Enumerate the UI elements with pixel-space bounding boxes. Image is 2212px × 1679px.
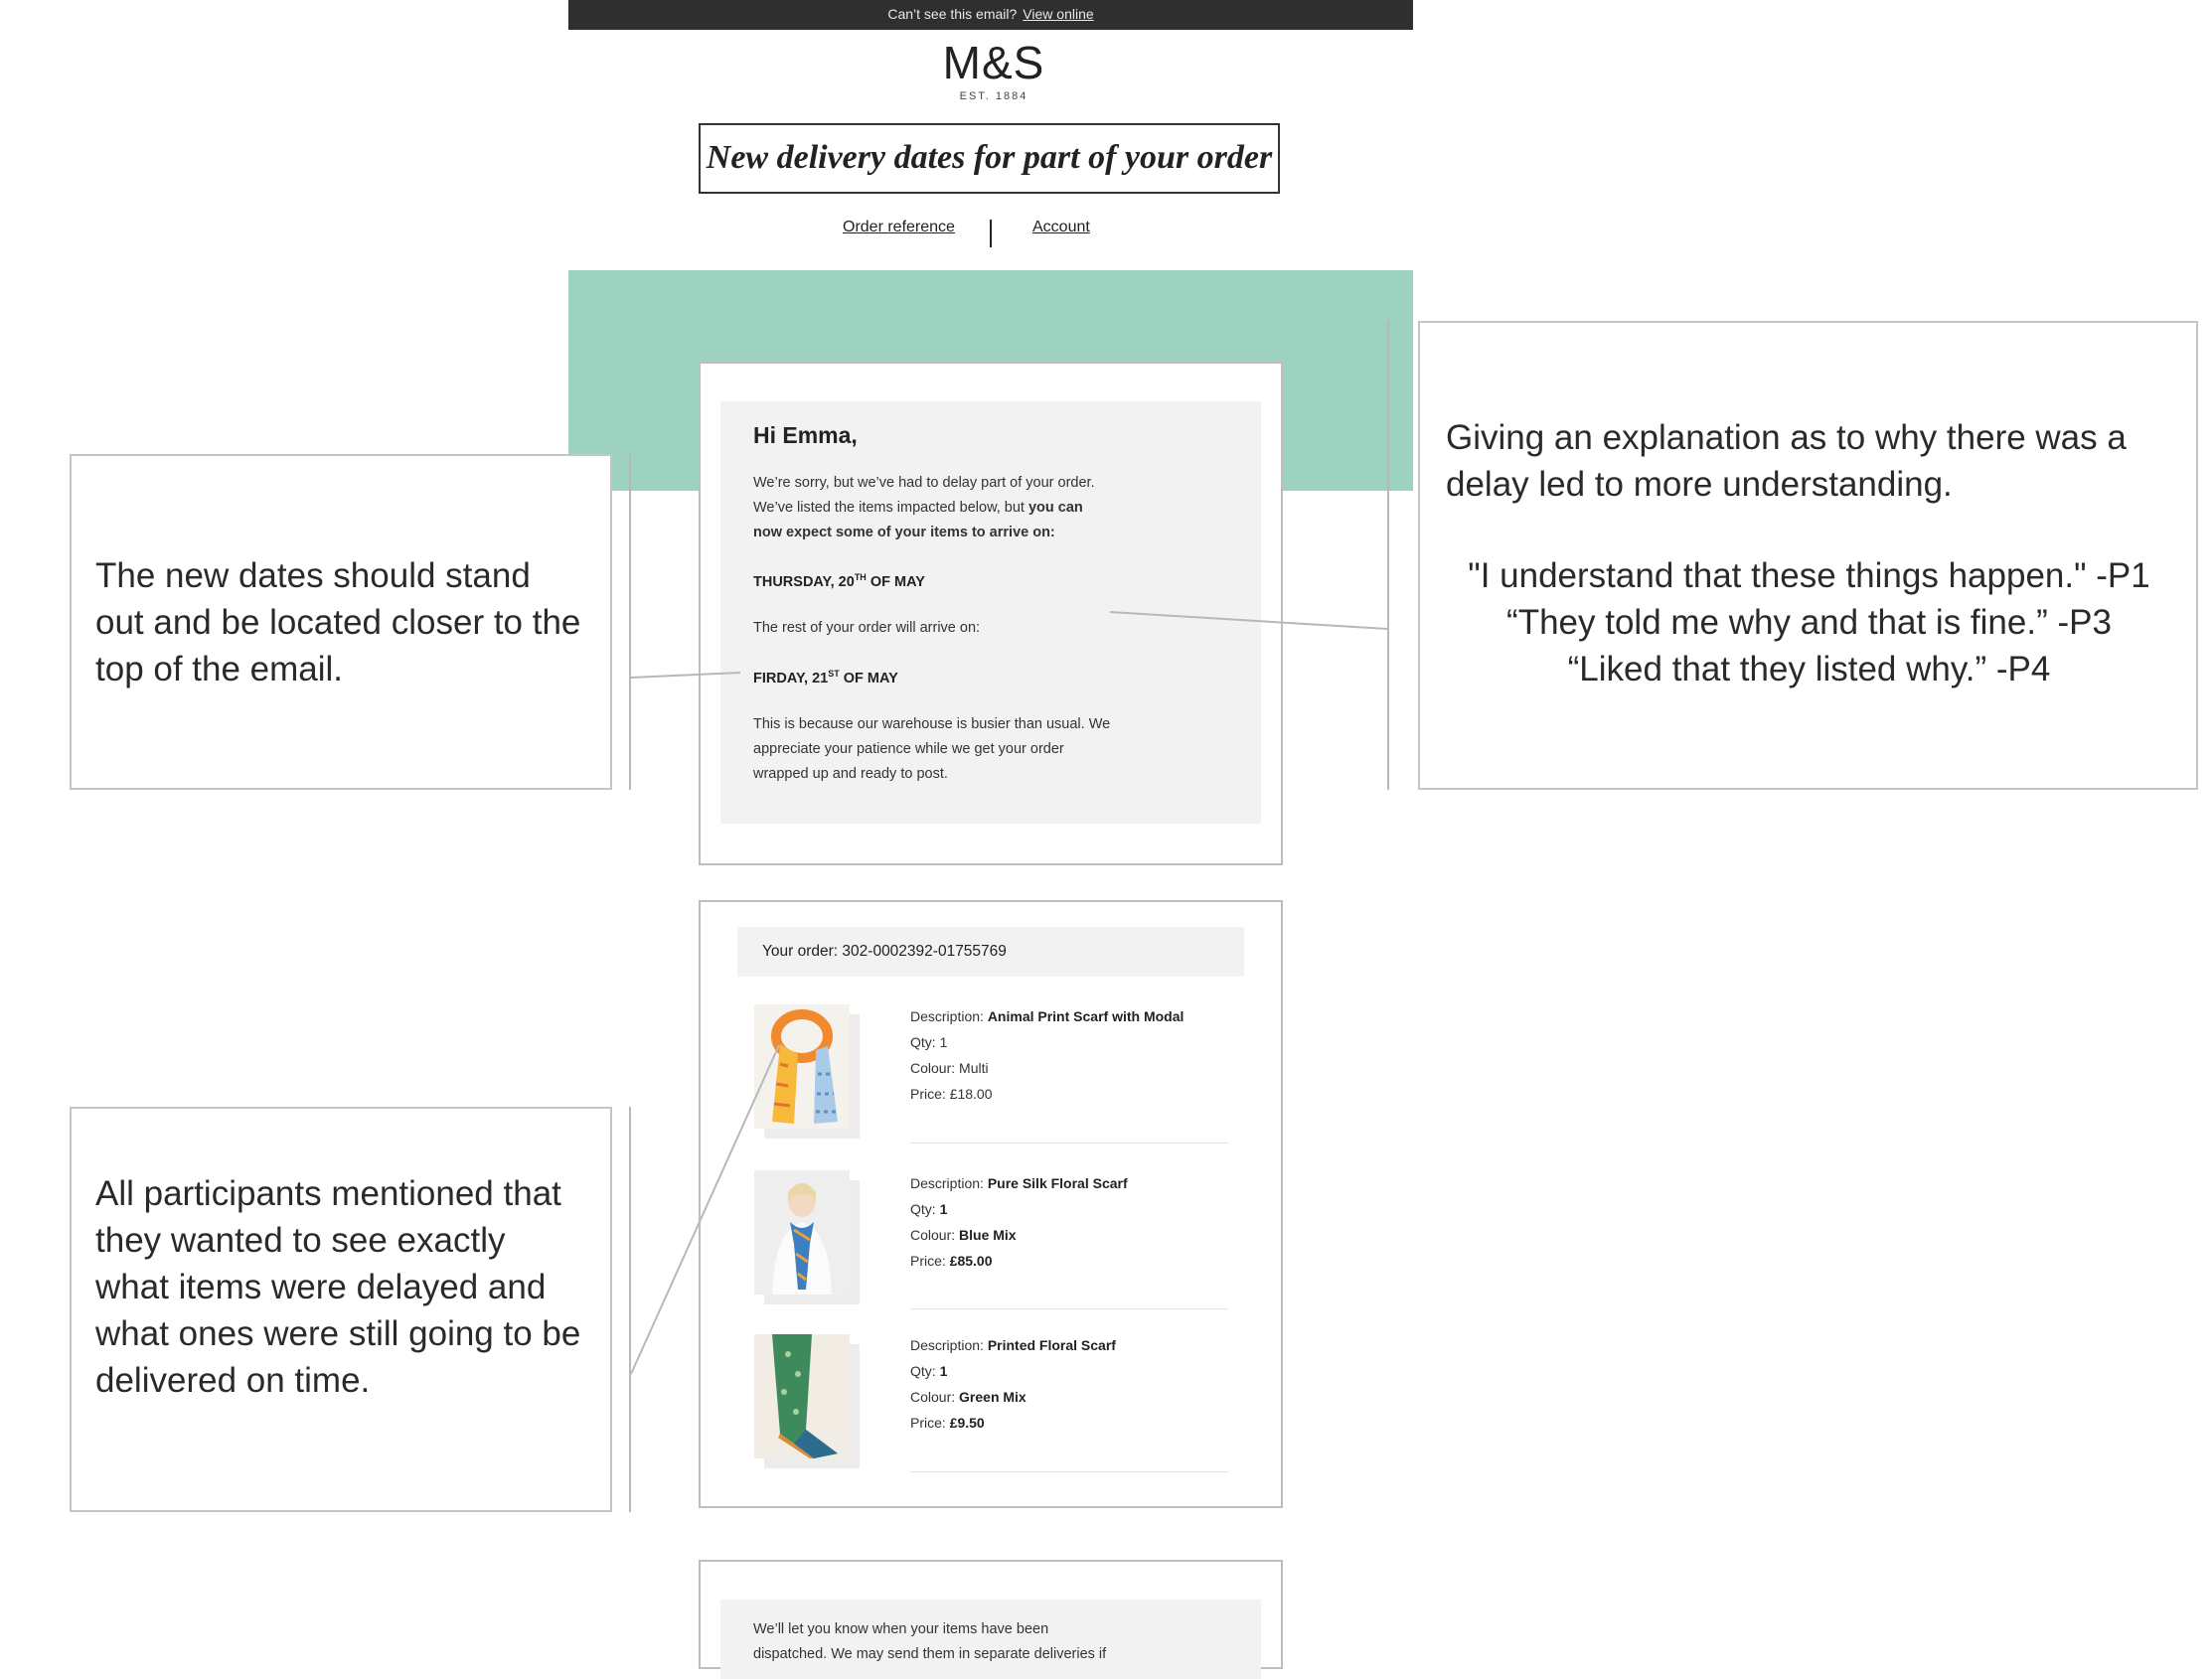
order-number-bar: Your order: 302-0002392-01755769 [737, 927, 1244, 977]
item-2-description: Pure Silk Floral Scarf [987, 1175, 1128, 1191]
message-line2: We’ve listed the items impacted below, but you can [753, 500, 1083, 516]
item-1-colour: Multi [959, 1060, 989, 1076]
annotation-new-dates-text: The new dates should stand out and be located closer to the top of the email. [95, 556, 581, 688]
greeting: Hi Emma, [753, 422, 858, 448]
item-2-qty: 1 [939, 1201, 948, 1217]
annotation-delayed-items-text: All participants mentioned that they wanted to see exactly what items were delayed and what ones were still going to be delivered on time. [95, 1174, 581, 1400]
dispatch-text: We’ll let you know when your items have been dispatched. We may send them in separate deliveries if [753, 1621, 1107, 1662]
logo-main: M&S [942, 37, 1045, 88]
email-headline: New delivery dates for part of your order [699, 123, 1280, 194]
order-reference-link[interactable]: Order reference [843, 219, 955, 235]
message-line1: We’re sorry, but we’ve had to delay part of your order. [753, 475, 1095, 491]
connector-explanation [1110, 612, 1387, 629]
item-3-qty: 1 [939, 1363, 948, 1379]
item-1-description: Animal Print Scarf with Modal [987, 1008, 1185, 1024]
item-3-description: Printed Floral Scarf [987, 1337, 1116, 1353]
connector-delayed-items [631, 1045, 779, 1374]
quote-p1: "I understand that these things happen." -P1 [1468, 556, 2150, 595]
item-1-details: Description: Animal Print Scarf with Modal Qty: 1 Colour: Multi Price: £18.00 [910, 1008, 1185, 1102]
item-1-qty: 1 [939, 1034, 948, 1050]
item-2-details: Description: Pure Silk Floral Scarf Qty: 1 Colour: Blue Mix Price: £85.00 [910, 1175, 1128, 1269]
view-online-link[interactable]: View online [1023, 6, 1094, 22]
account-link[interactable]: Account [1032, 219, 1090, 235]
rest-of-order-text: The rest of your order will arrive on: [753, 620, 981, 636]
delay-reason: This is because our warehouse is busier than usual. We appreciate your patience while we get your order wrapped up and ready to post. [753, 716, 1111, 782]
cant-see-text: Can’t see this email? [887, 6, 1018, 22]
first-delivery-date: THURSDAY, 20TH OF MAY [753, 572, 925, 590]
message-line3: now expect some of your items to arrive on: [753, 525, 1055, 540]
item-2-colour: Blue Mix [959, 1227, 1017, 1243]
item-1-price: £18.00 [949, 1086, 993, 1102]
quote-p4: “Liked that they listed why.” -P4 [1567, 650, 2051, 688]
item-3-colour: Green Mix [959, 1389, 1027, 1405]
quote-p3: “They told me why and that is fine.” -P3 [1506, 603, 2112, 642]
item-2-price: £85.00 [949, 1253, 993, 1269]
logo-sub: EST. 1884 [959, 89, 1028, 102]
connector-new-dates [631, 673, 740, 678]
annotation-explanation-intro: Giving an explanation as to why there was a delay led to more understanding. [1446, 418, 2127, 504]
item-3-price: £9.50 [949, 1415, 985, 1431]
item-3-details: Description: Printed Floral Scarf Qty: 1 Colour: Green Mix Price: £9.50 [910, 1337, 1116, 1431]
second-delivery-date: FIRDAY, 21ST OF MAY [753, 669, 898, 687]
